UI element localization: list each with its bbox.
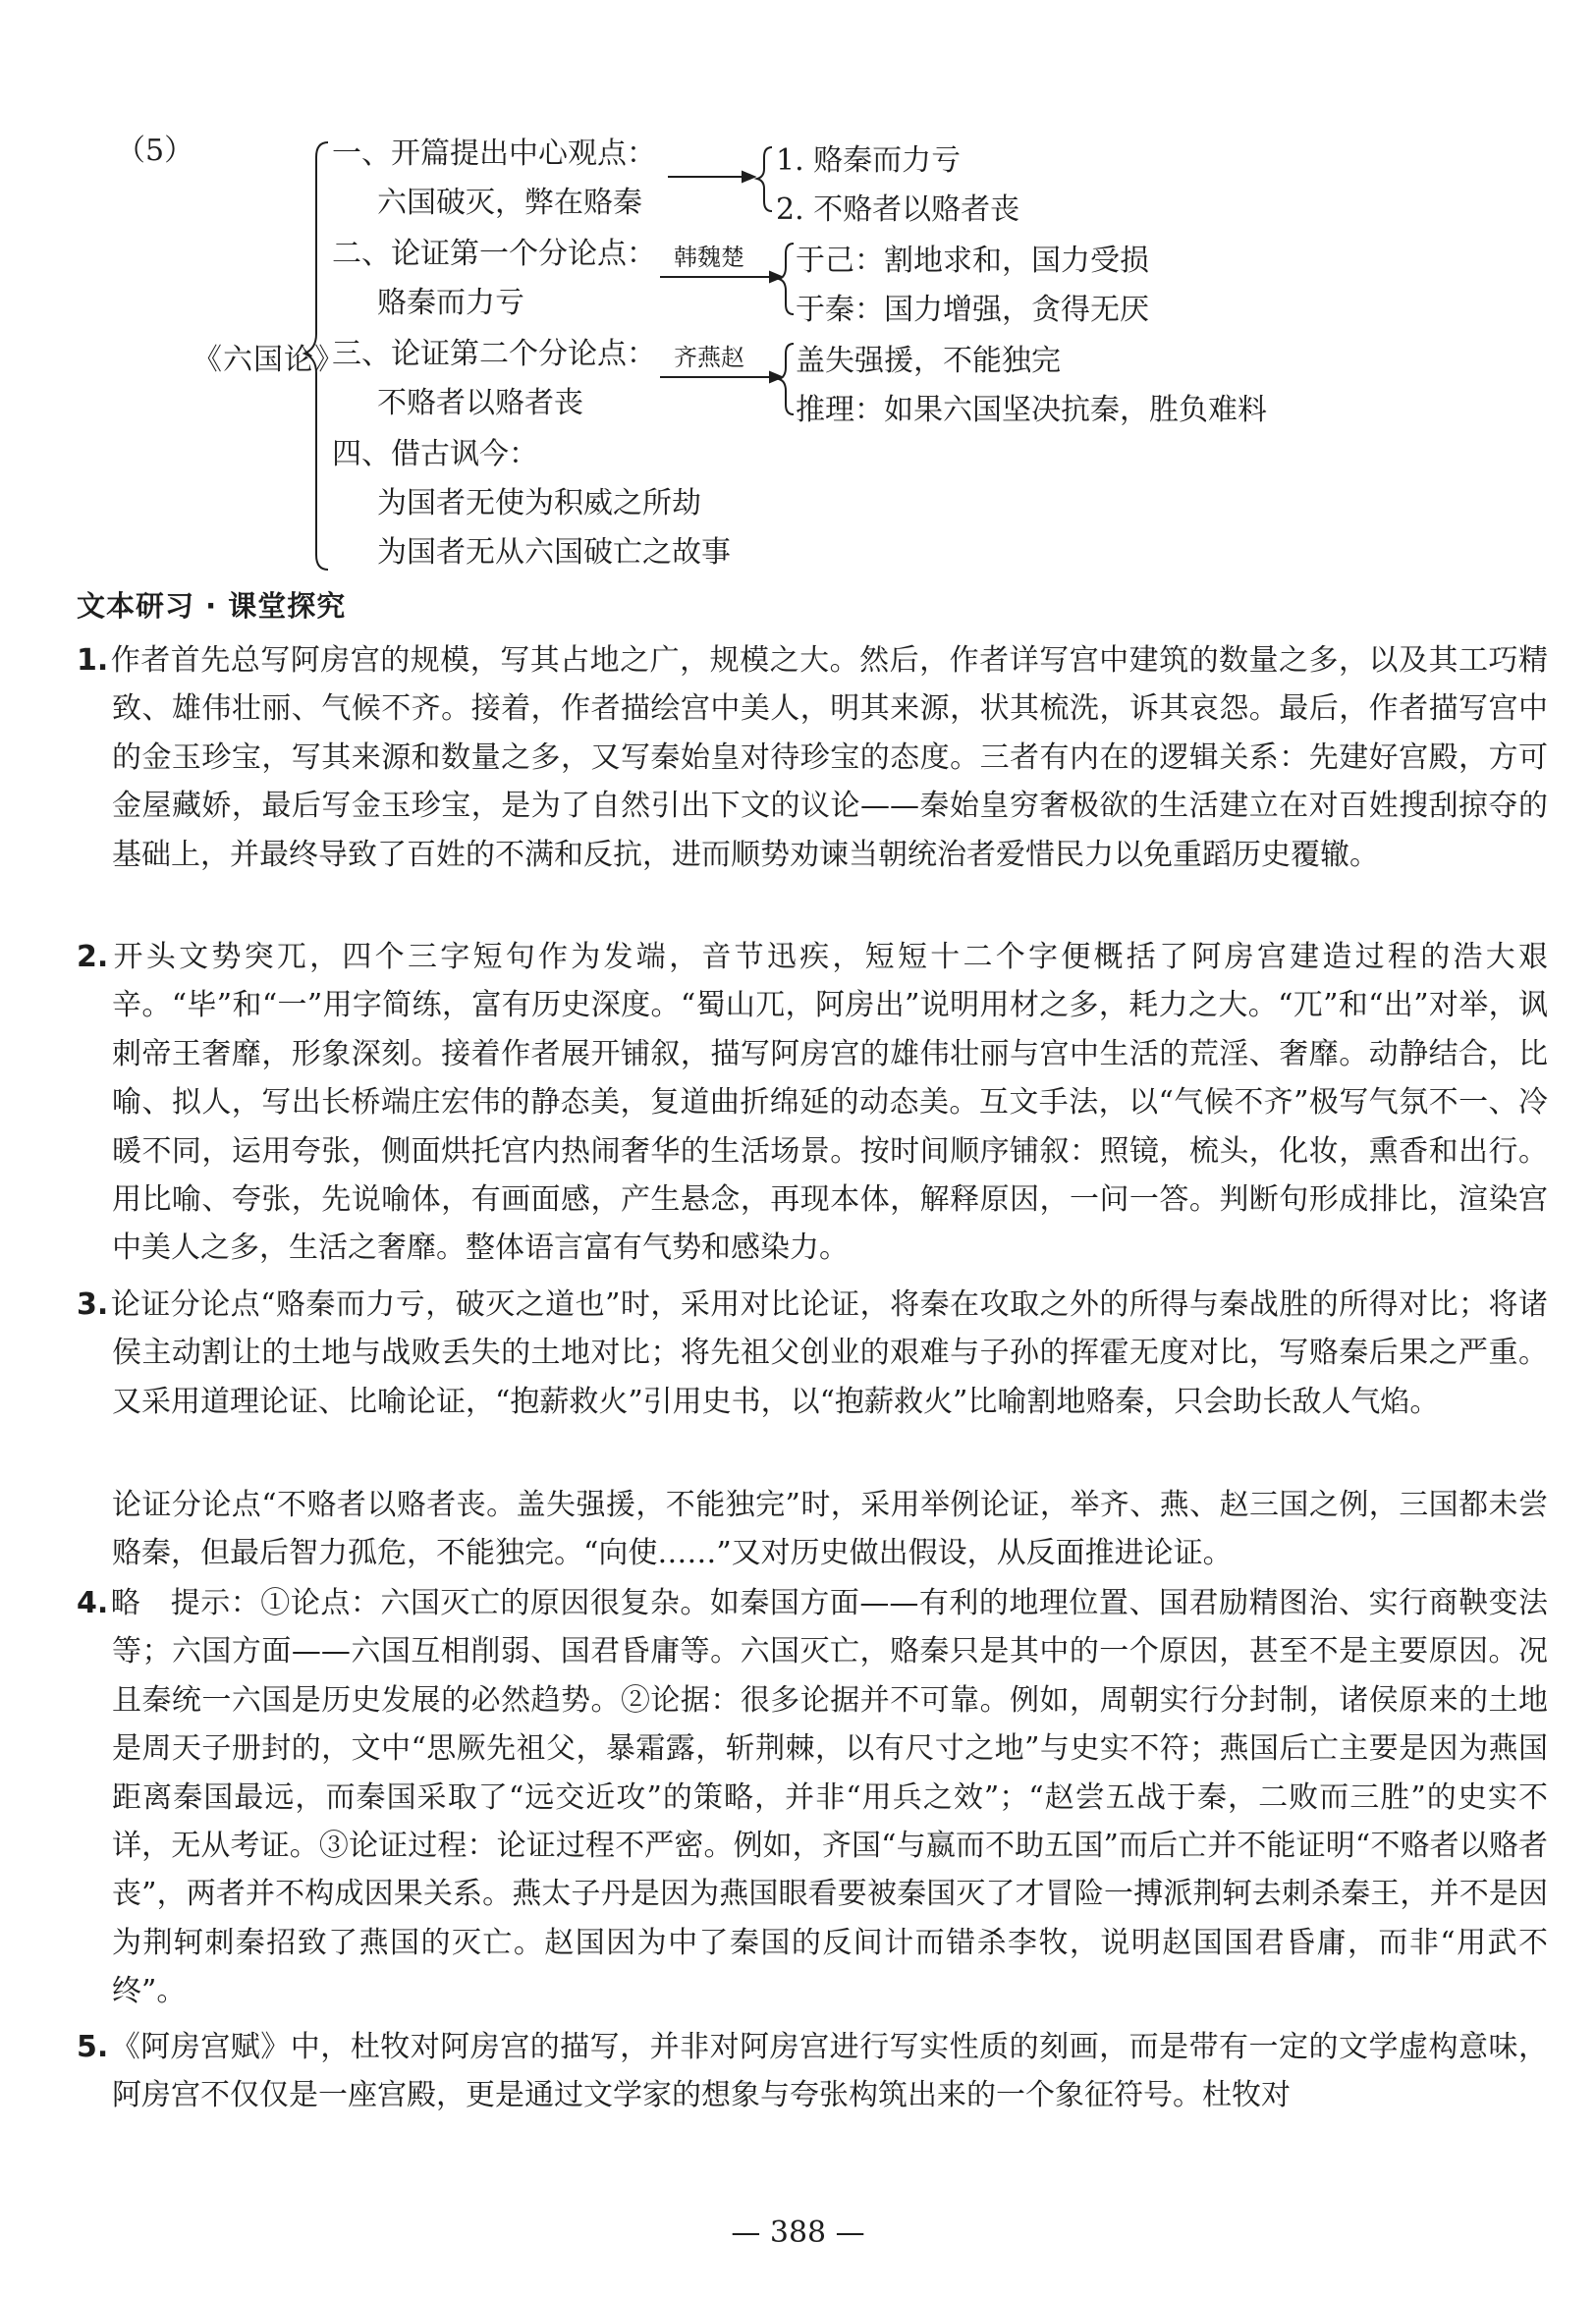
- answer-2-text: 开头文势突兀，四个三字短句作为发端，音节迅疾，短短十二个字便概括了阿房宫建造过程的浩大艰辛。“毕”和“一”用字简练，富有历史深度。“蜀山兀，阿房出”说明用材之多，耗力之大。“兀”和“出”对举，讽刺帝王奢靡，形象深刻。接着作者展开铺叙，描写阿房宫的雄伟壮丽与宫中生活的荒淫、奢靡。动静结合，比喻、拟人，写出长桥端庄宏伟的静态美，复道曲折绵延的动态美。互文手法，以“气候不齐”极写气氛不一、冷暖不同，运用夸张，侧面烘托宫内热闹奢华的生活场景。按时间顺序铺叙：照镜，梳头，化妆，熏香和出行。用比喻、夸张，先说喻体，有画面感，产生悬念，再现本体，解释原因，一问一答。判断句形成排比，渲染宫中美人之多，生活之奢靡。整体语言富有气势和感染力。: [110, 940, 1548, 1266]
- answer-1: [77, 636, 1548, 879]
- answer-5-number: 5.: [77, 2030, 109, 2064]
- arrow-label-1: 韩魏楚: [674, 244, 744, 271]
- arrow-2: [660, 272, 782, 282]
- result-brace-1: [757, 147, 772, 211]
- arrow-label-2: 齐燕赵: [674, 344, 744, 371]
- answer-3-text: 论证分论点“赂秦而力亏，破灭之道也”时，采用对比论证，将秦在攻取之外的所得与秦战胜的所得对比；将诸侯主动割让的土地与战败丢失的土地对比；将先祖父创业的艰难与子孙的挥霍无度对比，写赂秦后果之严重。又采用道理论证、比喻论证，“抱薪救火”引用史书，以“抱薪救火”比喻割地赂秦，只会助长敌人气焰。: [110, 1287, 1548, 1419]
- arrow-1: [668, 172, 754, 182]
- result-3a: 盖失强援，不能独完: [796, 344, 1061, 378]
- arrow-3: [660, 372, 782, 382]
- answer-5: [77, 2023, 1548, 2120]
- section-3-line1: 三、论证第二个分论点：: [332, 337, 656, 371]
- section-heading: 文本研习 · 课堂探究: [77, 589, 347, 623]
- section-1-line2: 六国破灭，弊在赂秦: [377, 186, 642, 220]
- section-4-line3: 为国者无从六国破亡之故事: [377, 535, 731, 570]
- answer-3-number: 3.: [77, 1287, 109, 1322]
- answer-4-text: 略 提示：①论点：六国灭亡的原因很复杂。如秦国方面——有利的地理位置、国君励精图治、实行商鞅变法等；六国方面——六国互相削弱、国君昏庸等。六国灭亡，赂秦只是其中的一个原因，甚至不是主要原因。况且秦统一六国是历史发展的必然趋势。②论据：很多论据并不可靠。例如，周朝实行分封制，诸侯原来的土地是周天子册封的，文中“思厥先祖父，暴霜露，斩荆棘，以有尺寸之地”与史实不符；燕国后亡主要是因为燕国距离秦国最远，而秦国采取了“远交近攻”的策略，并非“用兵之效”；“赵尝五战于秦，二败而三胜”的史实不详，无从考证。③论证过程：论证过程不严密。例如，齐国“与嬴而不助五国”而后亡并不能证明“不赂者以赂者丧”，两者并不构成因果关系。燕太子丹是因为燕国眼看要被秦国灭了才冒险一搏派荆轲去刺杀秦王，并不是因为荆轲刺秦招致了燕国的灭亡。赵国因为中了秦国的反间计而错杀李牧，说明赵国国君昏庸，而非“用武不终”。: [110, 1586, 1548, 2009]
- answer-2-number: 2.: [77, 940, 109, 974]
- section-2: [332, 230, 656, 328]
- diagram-title: 《六国论》: [193, 343, 345, 377]
- section-3-line2: 不赂者以赂者丧: [377, 386, 583, 420]
- result-brace-2: [779, 244, 794, 314]
- section-2-line2: 赂秦而力亏: [377, 286, 524, 320]
- section-4-line1: 四、借古讽今：: [332, 437, 538, 471]
- answer-5-text: 《阿房宫赋》中，杜牧对阿房宫的描写，并非对阿房宫进行写实性质的刻画，而是带有一定的文学虚构意味，阿房宫不仅仅是一座宫殿，更是通过文学家的想象与夸张构筑出来的一个象征符号。杜牧对: [110, 2030, 1548, 2113]
- answer-3: [77, 1281, 1548, 1426]
- main-brace: [304, 142, 328, 570]
- result-1b: 2. 不赂者以赂者丧: [776, 192, 1020, 227]
- section-3: [332, 330, 656, 428]
- result-3b: 推理：如果六国坚决抗秦，胜负难料: [796, 393, 1267, 427]
- answer-2: [77, 933, 1548, 1273]
- section-1: [332, 130, 656, 228]
- answer-3-text2: 论证分论点“不赂者以赂者丧。盖失强援，不能独完”时，采用举例论证，举齐、燕、赵三国之例，三国都未尝赂秦，但最后智力孤危，不能独完。“向使……”又对历史做出假设，从反面推进论证。: [112, 1488, 1548, 1571]
- section-4: [332, 430, 731, 577]
- answer-4: [77, 1579, 1548, 2016]
- page-number: — 388 —: [731, 2216, 865, 2250]
- answer-1-number: 1.: [77, 643, 109, 678]
- item-number: （5）: [116, 134, 194, 168]
- section-1-line1: 一、开篇提出中心观点：: [332, 137, 656, 171]
- result-2a: 于己：割地求和，国力受损: [796, 244, 1149, 278]
- result-2b: 于秦：国力增强，贪得无厌: [796, 293, 1149, 327]
- section-4-line2: 为国者无使为积威之所劫: [377, 486, 701, 520]
- answer-3-continued: [77, 1481, 1548, 1578]
- section-2-line1: 二、论证第一个分论点：: [332, 237, 656, 271]
- result-brace-3: [779, 344, 794, 414]
- answer-4-number: 4.: [77, 1586, 109, 1620]
- result-1a: 1. 赂秦而力亏: [776, 143, 962, 178]
- answer-1-text: 作者首先总写阿房宫的规模，写其占地之广，规模之大。然后，作者详写宫中建筑的数量之多，以及其工巧精致、雄伟壮丽、气候不齐。接着，作者描绘宫中美人，明其来源，状其梳洗，诉其哀怨。最后，作者描写宫中的金玉珍宝，写其来源和数量之多，又写秦始皇对待珍宝的态度。三者有内在的逻辑关系：先建好宫殿，方可金屋藏娇，最后写金玉珍宝，是为了自然引出下文的议论——秦始皇穷奢极欲的生活建立在对百姓搜刮掠夺的基础上，并最终导致了百姓的不满和反抗，进而顺势劝谏当朝统治者爱惜民力以免重蹈历史覆辙。: [110, 643, 1548, 872]
